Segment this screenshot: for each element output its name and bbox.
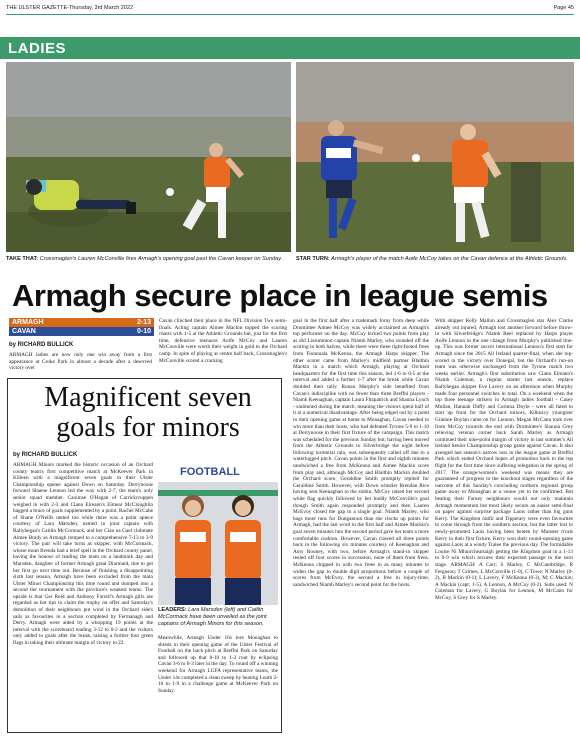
score-armagh-value: 2-13 [136, 319, 151, 326]
photo-goal-shot-image [6, 62, 291, 252]
score-cavan-team: CAVAN [12, 328, 36, 335]
caption-goal-shot [6, 256, 291, 263]
masthead-paper-date: THE ULSTER GAZETTE-Thursday, 3rd March 2022 [6, 5, 134, 11]
minors-headline: Magnificent seven goals for minors [44, 382, 252, 443]
main-byline: by RICHARD BULLICK [9, 342, 74, 348]
minors-byline: by RICHARD BULLICK [13, 452, 78, 458]
minors-column-2: Meanwhile, Armagh Under 16s tore Monaghan to shreds in their opening game of the Ulster Festival of Football on the back pitch at Breffni Park on Saturday and followed up that 8-10 to 1-2 rout by eclipsing Cavan 3-6 to 0-3 later in the day. To round off a winning weekend for Armagh LGFA representative teams, the Under 14s completed a clean sweep by beating Louth 2-10 to 1-9 in a challenge game at McKeever Park on Sunday. [158, 635, 278, 694]
masthead-rule [6, 14, 574, 15]
caption-goal-shot-lead: TAKE THAT: [6, 256, 39, 262]
caption-player-run [296, 256, 574, 263]
photo-captains [158, 460, 278, 605]
caption-captains [158, 607, 278, 628]
masthead [6, 3, 574, 13]
main-column-3: goal in the first half after a trademark foray from deep while Drumintee Aimee McCoy was widely acclaimed as Armagh's top performer on the day. McCoy kicked two points from play as did Lissummon captain Niamh Marley, who rounded off the scoring in both halves, while there were three right-footed frees from Fionnuala McKenna, the Armagh Harps skipper. The other scorer came from Marley's midfield partner Blaithin Mackin in a match which Armagh, playing at Orchard headquarters for the first time this season, led 1-6 to 0-5 at the interval and added a further 1-7 after the break while Cavan doubled their tally. Ronan Murphy's side benefited from Cavan's indiscipline with no fewer than three Breffni players - Niamh Keenaghan, captain Laura Fitzpatrick and Shauna Lynch - sinbinned during the match, meaning the visitors spent half of it at a numerical disadvantage. After being edged out by a point in their opening game at home to Monaghan, Cavan needed to win more than their hosts, who had defeated Tyrone 5-9 to 1-10 at Derrynoose in their first fixture of the campaign. This match was scheduled for the previous Sunday but, having been moved from the Athletic Grounds to Silverbridge the night before following torrential rain, was subsequently called off due to a waterlogged pitch. Cavan points in the first and eighth minutes sandwiched a free from McKenna and Aimee Mackin score from play and, although McCoy and Blaithin Mackin doubled the Orchard score, Geraldine Smith promptly replied for Geraldine Smith. However, with Down whistler Brendan Rice having sent Keenaghan to the sinbin, McCoy raised her second white flag quickly followed by her buddy McConville's goal though Smith again responded promptly and then Lauren McEvoy closed the gap to a single goal. Niamh Marley, who bags more runs for Dungannon than she clocks up points for Armagh, had the last word in the first half and Aimee Mackin's goal seven minutes into the second period gave her team a more comfortable cushion. However, Cavan clawed all three points back in the following six minutes courtesy of Keenaghan and Amy Rooney, with two, before Armagh's stand-in skipper reeled off four scores in succession, none of them from frees. McKenna chipped in with two frees in as many minutes to widen the gap to double digit proportions before a couple of scores from McEvoy, the second a free in injury-time, sandwiched Niamh Marley's second point for the hosts. [293, 318, 429, 588]
section-bar [0, 37, 580, 59]
caption-goal-shot-text: Crossmaglen's Lauren McConville fires Armagh's opening goal past the Cavan keeper on Sunday. [38, 256, 283, 262]
score-cavan-value: 0-10 [136, 328, 151, 335]
photo-banner-text: FOOTBALL [180, 466, 240, 478]
masthead-page-number: Page 45 [553, 5, 574, 11]
caption-captains-lead: LEADERS: [158, 607, 187, 613]
caption-player-run-text: Armagh's player of the match Aoife McCoy takes on the Cavan defence at the Athletic Grounds. [329, 256, 568, 262]
photo-captains-image [158, 460, 278, 605]
minors-column-1: ARMAGH Minors marked the historic occasion of an Orchard county team's first competitive match at McKeever Park in Killeen with a magnificent seven goals in their Ulster Championship opener against Down on Saturday. Derrynoose forward Shaene Lennon led the way with 2-7, the team's only senior squad member. Caoimse O'Hagan of Carrickcruppen weighed in with 2-3 and Clann Eireann's Eimear McCloughlin bagged a brace of goals supplemented by a point. Rachel McCabe of Shane O'Neills netted too while there was a point apiece courtesy of Lara Marsden, named in joint captain with Ballyhegan's Caitlin McCormack, and her Clan na Gael clubmate Aimee Brady as Armagh romped to a comprehensive 7-13 to 3-9 victory. The pair will take turns as skipper, with McCormack, whose mum Brenda had a brief spell in the Orchard county panel, having the honour of leading the team on a landmark day and Marsden, daughter of former Armagh great Diarmaid, due to get her first go next time out. Because of finishing a disappointing sixth last season, Armagh have been excluded from the main Ulster Minor Championship this time round and dumped into a second tier tournament with the province's weakest teams. The upside is that Ger Reid and Anthony Farrell's Armagh girls are regarded as hot tips to claim the trophy on offer and Saturday's demolition of their neighbours put wind in the Orchard side's sails as favourites in a section completed by Fermanagh and Derry. Armagh were aided by a whopping 19 points at the interval with the scoreboard reading 3-12 to 0-2 and the visitors only added to goals after the break, raising a further four green flags in taking their ultimate margin of victory to 22. [13, 462, 153, 647]
main-lead-paragraph: ARMAGH ladies are now only one win away from a first appearance at Croke Park in almost a decade after a deserved victory over [9, 352, 152, 372]
score-armagh [9, 318, 154, 327]
score-cavan [9, 327, 154, 336]
caption-player-run-lead: STAR TURN: [296, 256, 330, 262]
photo-goal-shot [6, 62, 291, 252]
photo-player-run [296, 62, 574, 252]
main-column-4: With skipper Kelly Mallon and Crossmaglen star Alex Clarke already out injured, Armagh lost another forward before throw-in with Silverbridge's Niamh Reel replaced by Harps player Aoife Lennon in the one change from Murphy's published line-up. This was former soccer international Lennon's first start for Armagh since the 2015 All Ireland quarter-final, when she top-scored in the victory over Donegal, but the Orchard's run-on team was otherwise unchanged from the Tyrone match two weeks earlier. Armagh's first substitution saw Clann Eireann's Niamh Coleman, a regular starter last season, replace Ballyhegan skipper Eve Lavery on an afternoon when Murphy made four personnel switches in total. On a weekend when the top three teenage strikers in Armagh ladies football - Casey Mullan, Hannah Duffy and Corinna Doyle - were all fated to start up front for the Orchard minors, Kilkeavy youngster Grainne Boylan came on for Lennon. Megan McCann took over from McCoy towards the end with Drumintee's Shauna Grey relieving veteran corner back Sarah Marley as Armagh continued their nine-point margin of victory in last summer's All Ireland Senior Championship group game against Cavan. It also avenged last season's narrow loss in the league game at Breffni Park which ended Orchard hopes of promotion back to the top flight for the first time since suffering relegation in the spring of 2017. The orange/women's weekend was means they are guaranteed of progress to the knockout stages regardless of the outcome of this Sunday's concluding northern regional group game away to Monaghan at a venue yet to be confirmed. But beating their Farney neighbours would not only maintain Armagh momentum but most likely secure an easier semi-final on paper against surprise package Laois rather than big guns Kerry. The Kingdom outfit and Tipperary were even favourites to come through from the southern section, but the latter lost to newly-promoted Laois having been beaten by Munster rivals Kerry in their first fixture. Kerry won their round-opening game against Laois at a windy Tralee the previous day. The formidable Louise Ni Mhuircheartaigh getting the Kingdom goal in a 1-13 to 0-9 win which secures their expected passage to the next stage. ARMAGH: A Carr; S Marley, C McCambridge, R Ferguson; T Grimes, L McConville (1-0), C Towe; N Marley (0-2), B Mackin (0-1); L Lavery, F McKenna (0-3), M; C Mackin; A Mackin (capt; 1-5), A Lennon, A McCoy (0-2). Subs used: N Coleman for Lavery, G Boylan for Lennon, M McCann for McCoy, S Grey for S Marley. [435, 318, 573, 601]
score-armagh-team: ARMAGH [12, 319, 44, 326]
headline: Armagh secure place in league semis [12, 278, 548, 313]
main-column-2-top: Cavan clinched their place in the NFL Division Two semi-finals. Acting captain Aimee Mackin topped the scoring charts with 1-5 at the Athletic Grounds but, just for the first time, defensive menaces Aoife McCoy and Lauren McConville were worth their weight in gold to the Orchard camp. In spite of playing at centre half back, Crossmaglen's McConville scored a cracking [159, 318, 287, 364]
photo-player-run-image [296, 62, 574, 252]
section-label: LADIES [8, 40, 67, 57]
caption-captains-text: Lara Marsden (left) and Caitlin McCormack have been unveiled as the joint captains of Armagh Minors for this season. [158, 607, 267, 627]
